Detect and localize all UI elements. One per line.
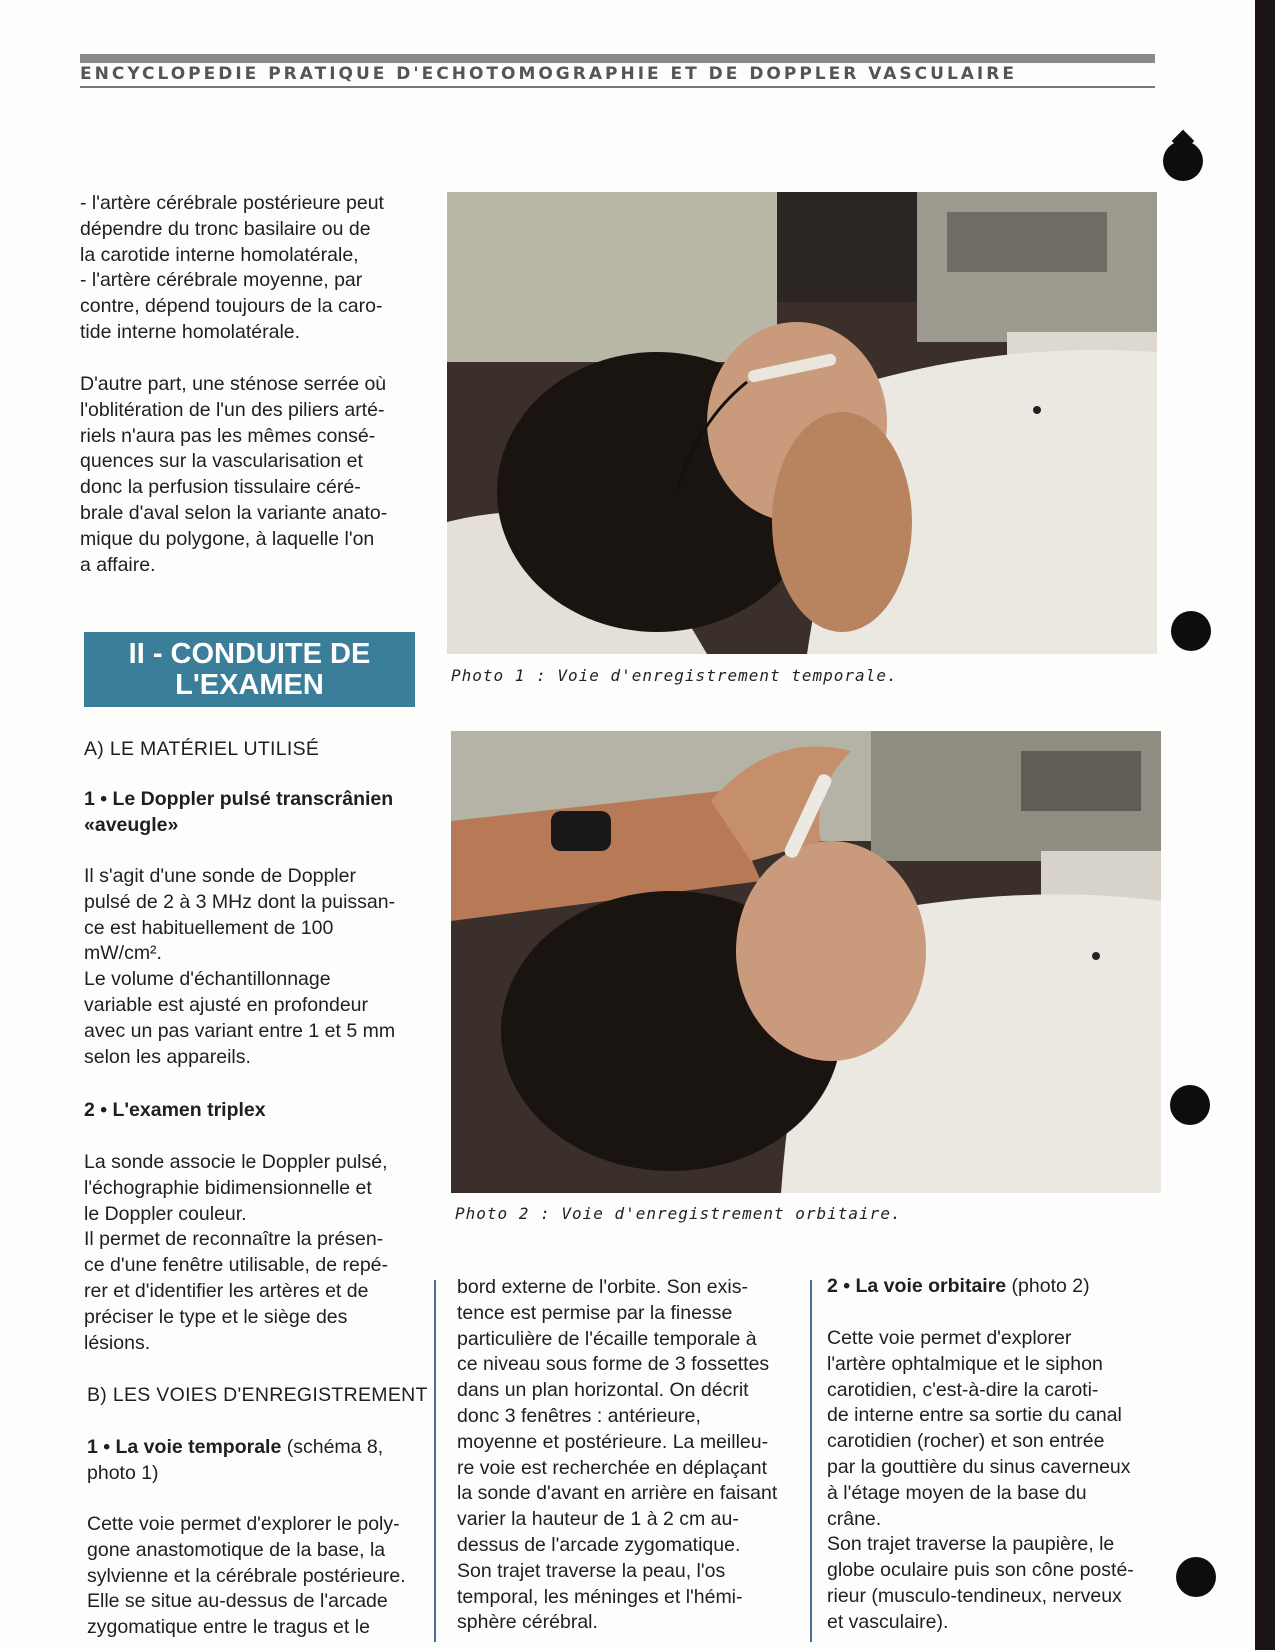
column-rule (434, 1280, 436, 1642)
header-rule (80, 86, 1155, 88)
punch-hole (1171, 611, 1211, 651)
text-line: donc la perfusion tissulaire céré- (80, 476, 361, 499)
text-line: sphère cérébral. (457, 1611, 598, 1634)
text-line: l'échographie bidimensionnelle et (84, 1176, 372, 1199)
text-line: à l'étage moyen de la base du (827, 1481, 1087, 1504)
text-line: préciser le type et le siège des (84, 1305, 348, 1328)
text-line: Il s'agit d'une sonde de Doppler (84, 865, 356, 887)
heading-examen-triplex: 2 • L'examen triplex (84, 1099, 266, 1121)
text-line: La sonde associe le Doppler pulsé, (84, 1151, 388, 1173)
text-line: Son trajet traverse la peau, l'os (457, 1559, 726, 1582)
text-line: la sonde d'avant en arrière en faisant (457, 1482, 778, 1505)
intro-paragraph (80, 191, 425, 346)
heading-bold: 2 • La voie orbitaire (827, 1275, 1007, 1297)
photo-orbital-image (451, 731, 1161, 1193)
text-line: zygomatique entre le tragus et le (87, 1616, 370, 1639)
text-line: globe oculaire puis son cône posté- (827, 1559, 1134, 1582)
text-line: tide interne homolatérale. (80, 320, 301, 343)
photo-orbital (451, 731, 1161, 1193)
binding-strip (1255, 0, 1275, 1650)
heading-doppler-transcranien (84, 787, 429, 839)
heading-rest: (photo 2) (1006, 1275, 1090, 1297)
punch-hole (1170, 1085, 1210, 1125)
heading-voie-temporale (87, 1435, 432, 1487)
text-line: D'autre part, une sténose serrée où (80, 373, 387, 395)
heading-line: 1 • Le Doppler pulsé transcrânien (84, 788, 394, 810)
text-line: ce d'une fenêtre utilisable, de repé- (84, 1254, 389, 1277)
text-line: bord externe de l'orbite. Son exis- (457, 1276, 748, 1298)
temporale-continued-paragraph (457, 1275, 797, 1636)
punch-hole (1176, 1557, 1216, 1597)
text-line: ce est habituellement de 100 (84, 916, 334, 939)
heading-rest: (schéma 8, (281, 1436, 384, 1458)
text-line: Le volume d'échantillonnage (84, 968, 331, 991)
heading-line: photo 1) (87, 1461, 159, 1484)
text-line: l'oblitération de l'un des piliers arté- (80, 398, 385, 421)
text-line: mique du polygone, à laquelle l'on (80, 527, 375, 550)
text-line: sylvienne et la cérébrale postérieure. (87, 1564, 406, 1587)
heading-bold: 1 • La voie temporale (87, 1436, 282, 1458)
text-line: lésions. (84, 1331, 151, 1354)
subsection-a-heading: A) LE MATÉRIEL UTILISÉ (84, 738, 320, 760)
temporale-paragraph (87, 1512, 432, 1641)
text-line: crâne. (827, 1507, 882, 1530)
text-line: Il permet de reconnaître la présen- (84, 1228, 384, 1251)
photo2-caption: Photo 2 : Voie d'enregistrement orbitaire. (455, 1204, 902, 1223)
triplex-paragraph (84, 1150, 429, 1356)
text-line: brale d'aval selon la variante anato- (80, 501, 388, 524)
text-line: tence est permise par la finesse (457, 1301, 733, 1324)
running-header: ENCYCLOPEDIE PRATIQUE D'ECHOTOMOGRAPHIE ET DE DOPPLER VASCULAIRE (80, 64, 1017, 84)
text-line: par la gouttière du sinus caverneux (827, 1455, 1131, 1478)
text-line: moyenne et postérieure. La meilleu- (457, 1430, 769, 1453)
text-line: dépendre du tronc basilaire ou de (80, 217, 371, 240)
text-line: variable est ajusté en profondeur (84, 993, 369, 1016)
text-line: avec un pas variant entre 1 et 5 mm (84, 1019, 396, 1042)
column-rule (810, 1280, 812, 1642)
heading-line: «aveugle» (84, 813, 179, 836)
text-line: Cette voie permet d'explorer le poly- (87, 1513, 400, 1535)
text-line: varier la hauteur de 1 à 2 cm au- (457, 1508, 739, 1531)
text-line: de interne entre sa sortie du canal (827, 1404, 1122, 1427)
text-line: la carotide interne homolatérale, (80, 243, 359, 266)
text-line: ce niveau sous forme de 3 fossettes (457, 1353, 770, 1376)
text-line: le Doppler couleur. (84, 1202, 247, 1225)
section-heading (84, 632, 415, 707)
doppler-paragraph (84, 864, 429, 1070)
text-line: riels n'aura pas les mêmes consé- (80, 424, 376, 447)
text-line: a affaire. (80, 553, 156, 576)
photo-temporal (447, 192, 1157, 654)
text-line: carotidien (rocher) et son entrée (827, 1430, 1105, 1453)
text-line: contre, dépend toujours de la caro- (80, 295, 383, 318)
text-line: dans un plan horizontal. On décrit (457, 1379, 749, 1402)
text-line: l'artère ophtalmique et le siphon (827, 1352, 1103, 1375)
text-line: - l'artère cérébrale moyenne, par (80, 269, 363, 292)
section-heading-line: L'EXAMEN (175, 669, 324, 701)
text-line: quences sur la vascularisation et (80, 450, 363, 473)
section-heading-line: II - CONDUITE DE (128, 638, 371, 670)
text-line: et vasculaire). (827, 1610, 949, 1633)
text-line: carotidien, c'est-à-dire la caroti- (827, 1378, 1099, 1401)
text-line: Son trajet traverse la paupière, le (827, 1533, 1115, 1556)
photo-temporal-image (447, 192, 1157, 654)
text-line: gone anastomotique de la base, la (87, 1538, 386, 1561)
text-line: particulière de l'écaille temporale à (457, 1327, 757, 1350)
text-line: mW/cm². (84, 942, 162, 965)
text-line: Cette voie permet d'explorer (827, 1327, 1072, 1349)
text-line: rieur (musculo-tendineux, nerveux (827, 1584, 1122, 1607)
text-line: donc 3 fenêtres : antérieure, (457, 1404, 701, 1427)
text-line: Elle se situe au-dessus de l'arcade (87, 1590, 388, 1613)
text-line: - l'artère cérébrale postérieure peut (80, 192, 384, 214)
photo1-caption: Photo 1 : Voie d'enregistrement temporale. (451, 666, 898, 685)
header-bar (80, 54, 1155, 63)
text-line: selon les appareils. (84, 1045, 251, 1068)
text-line: temporal, les méninges et l'hémi- (457, 1585, 743, 1608)
text-line: rer et d'identifier les artères et de (84, 1279, 369, 1302)
stenosis-paragraph (80, 372, 425, 578)
orbitaire-paragraph (827, 1326, 1172, 1636)
text-line: pulsé de 2 à 3 MHz dont la puissan- (84, 890, 396, 913)
text-line: re voie est recherchée en déplaçant (457, 1456, 768, 1479)
subsection-b-heading: B) LES VOIES D'ENREGISTREMENT (87, 1384, 428, 1406)
punch-hole (1163, 141, 1203, 181)
text-line: dessus de l'arcade zygomatique. (457, 1533, 741, 1556)
heading-voie-orbitaire (827, 1274, 1172, 1300)
